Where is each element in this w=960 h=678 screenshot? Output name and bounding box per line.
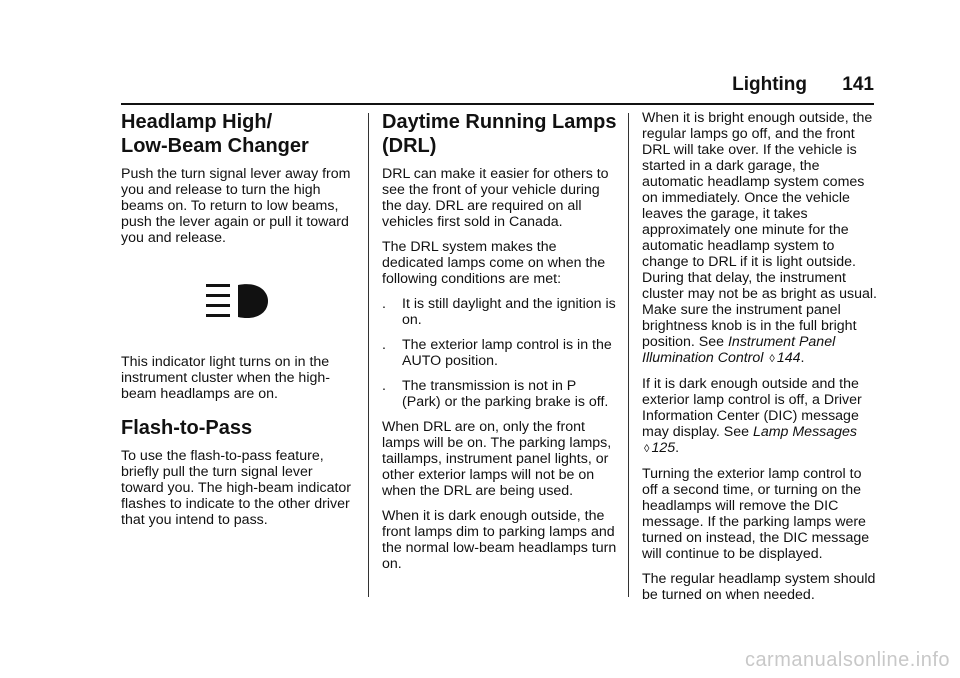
bullet-marker: .: [382, 337, 386, 353]
column-divider-2: [628, 113, 629, 597]
paragraph: When it is dark enough outside, the front lamps dim to parking lamps and the normal low-beam headlamps turn on.: [382, 508, 617, 572]
bullet-marker: .: [382, 296, 386, 312]
paragraph: The regular headlamp system should be turned on when needed.: [642, 571, 876, 603]
xref-arrow-icon: ◊: [644, 443, 650, 455]
paragraph: The DRL system makes the dedicated lamps come on when the following conditions are met:: [382, 239, 606, 287]
column-1: [121, 110, 357, 537]
paragraph-text: When it is bright enough outside, the regular lamps go off, and the front DRL will take over. If the vehicle is started in a dark garage, the automatic headlamp system comes on immediately. Once the vehicle leaves the garage, it takes approximately one minute for the automatic headlamp system to change to DRL if it is light outside. During that delay, the instrument cluster may not be as bright as usual. Make sure the instrument panel brightness knob is in the full bright position. See: [642, 110, 878, 350]
bullet-text: The exterior lamp control is in the AUTO position.: [402, 337, 612, 369]
page-header: [732, 74, 874, 96]
paragraph: If it is dark enough outside and the exterior lamp control is off, a Driver Information Center (DIC) message may display. See Lamp Messages ◊ 125.: [642, 376, 862, 456]
bullet-marker: .: [382, 378, 386, 394]
paragraph: This indicator light turns on in the instrument cluster when the high-beam headlamps are on.: [121, 354, 330, 402]
column-2: [382, 110, 618, 581]
xref-page-number[interactable]: 125: [651, 440, 676, 456]
section-title: Lighting: [732, 74, 808, 95]
bullet-text: It is still daylight and the ignition is on.: [402, 296, 616, 328]
paragraph: Turning the exterior lamp control to off a second time, or turning on the headlamps will remove the DIC message. If the parking lamps were turned on instead, the DIC message will continue to be displayed.: [642, 466, 870, 562]
bullet-item: [382, 296, 618, 328]
header-rule: [121, 103, 874, 105]
xref-link-lamp-messages[interactable]: Lamp Messages: [752, 424, 858, 440]
paragraph: When DRL are on, only the front lamps will be on. The parking lamps, taillamps, instrument panel lights, or other exterior lamps will not be on when the DRL are being used.: [382, 419, 612, 499]
page-number: 141: [842, 74, 874, 95]
paragraph: To use the flash-to-pass feature, briefly pull the turn signal lever toward you. The high-beam indicator flashes to indicate to the other driver that you intend to pass.: [121, 448, 352, 528]
paragraph: DRL can make it easier for others to see the front of your vehicle during the day. DRL are required on all vehicles first sold in Canada.: [382, 166, 609, 230]
bullet-text: The transmission is not in P (Park) or the parking brake is off.: [402, 378, 609, 410]
xref-arrow-icon: ◊: [769, 353, 775, 365]
high-beam-indicator-icon: [121, 256, 357, 346]
bullet-item: [382, 378, 618, 410]
watermark: carmanualsonline.info: [744, 649, 950, 671]
heading-drl: Daytime Running Lamps (DRL): [382, 111, 617, 157]
bullet-item: [382, 337, 618, 369]
paragraph-text: If it is dark enough outside and the exterior lamp control is off, a Driver Information Center (DIC) message may display. See: [642, 376, 862, 440]
column-3: [642, 110, 878, 612]
xref-link-instrument-panel[interactable]: Instrument Panel Illumination Control: [642, 334, 836, 366]
paragraph: When it is bright enough outside, the regular lamps go off, and the front DRL will take over. If the vehicle is started in a dark garage, the automatic headlamp system comes on immediately. Once the vehicle leaves the garage, it takes approximately one minute for the automatic headlamp system to change to DRL if it is light outside. During that delay, the instrument cluster may not be as bright as usual. Make sure the instrument panel brightness knob is in the full bright position. See Instrument Panel Illumination Control ◊ 144.: [642, 110, 878, 366]
heading-high-low-beam: Headlamp High/ Low-Beam Changer: [121, 111, 309, 157]
paragraph: Push the turn signal lever away from you and release to turn the high beams on. To return to low beams, push the lever again or pull it toward you and release.: [121, 166, 351, 246]
xref-page-number[interactable]: 144: [776, 350, 801, 366]
column-divider-1: [368, 113, 369, 597]
heading-flash-to-pass: Flash-to-Pass: [121, 417, 253, 439]
